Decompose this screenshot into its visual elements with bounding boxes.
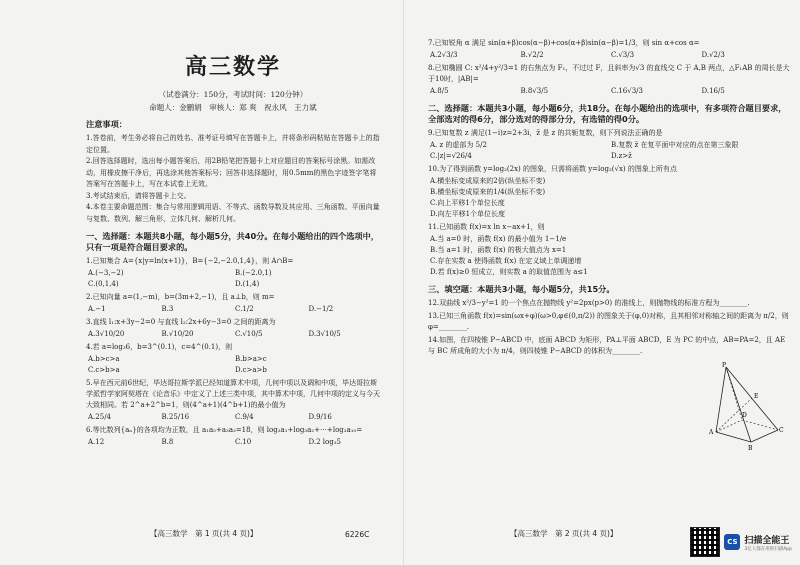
notice-item: 2.回答选择题时，选出每小题答案后，用2B铅笔把答题卡上对应题目的答案标号涂黑。如需改动，用橡皮擦干净后，再选涂其他答案标号；回答非选择题时，用0.5mm的黑色字迹签字笔将答案写在答题卡上，写在本试卷上无效。: [86, 157, 377, 188]
notice-list: [86, 133, 380, 225]
answer-options: [86, 412, 380, 423]
answer-options: [86, 268, 380, 290]
question-stem: 5.早在西元前6世纪，毕达哥拉斯学派已经知道算术中项，几何中项以及调和中项，毕达哥拉斯学派哲学家阿契塔在《论音乐》中定义了上述三类中项，其中算术中项，几何中项的定义与今天大致相同。若 2^a+2^b=1，则(4^a+1)(4^b+1)的最小值为: [86, 379, 380, 409]
answer-option: D.向左平移1个单位长度: [430, 210, 506, 218]
answer-option: A.b>c>a: [88, 355, 120, 363]
qr-code: [690, 527, 720, 557]
question-stem: 1.已知集合 A={x|y=ln(x+1)}，B={−2,−2.0,1,4}，则 A∩B=: [86, 257, 294, 265]
answer-option: A.25/4: [88, 413, 111, 421]
answer-option: B.复数 z̄ 在复平面中对应的点在第三象限: [611, 141, 739, 149]
answer-option: D.−1/2: [308, 305, 334, 313]
answer-option: D.16/5: [701, 87, 725, 95]
answer-option: A. z 的虚部为 5/2: [430, 141, 487, 149]
answer-option: C.向上平移1个单位长度: [430, 199, 505, 207]
scanner-watermark: [690, 527, 792, 557]
edge: [751, 430, 778, 442]
answer-options: [428, 234, 790, 278]
answer-option: B.√10/20: [161, 330, 194, 338]
answer-option: A.3√10/20: [88, 330, 125, 338]
answer-option: C.存在实数 a 使得函数 f(x) 在定义域上单调递增: [430, 257, 582, 265]
camscanner-logo-icon: CS: [724, 534, 740, 550]
exam-authors: 命题人：金鹏娟 审核人：郑 爽 祝永风 王力斌: [149, 103, 317, 112]
answer-option: C.|z|=√26/4: [430, 152, 472, 160]
answer-option: B.(−2.0,1): [235, 269, 272, 277]
answer-option: A.(−3,−2): [88, 269, 124, 277]
answer-option: D.√2/3: [701, 51, 725, 59]
answer-options: [86, 354, 380, 376]
answer-option: C.10: [235, 438, 252, 446]
answer-option: B.3: [161, 305, 174, 313]
question-stem: 4.若 a=log₃6，b=3^(0.1)，c=4^(0.1)，则: [86, 343, 233, 351]
answer-option: C.16√3/3: [611, 87, 643, 95]
section-title: 二、选择题：本题共3小题，每小题6分，共18分。在每小题给出的选项中，有多项符合题目要求，全部选对的得6分，部分选对的得部分分，有选错的得0分。: [428, 103, 787, 124]
answer-option: D.c>a>b: [235, 366, 267, 374]
edge: [742, 420, 778, 430]
question-stem: 2.已知向量 a=(1,−m)，b=(3m+2,−1)，且 a⊥b，则 m=: [86, 293, 275, 301]
scanner-name: 扫描全能王: [744, 535, 790, 546]
question-list: [86, 256, 380, 448]
edge: [726, 367, 778, 430]
answer-option: C.√3/3: [611, 51, 635, 59]
question-stem: 14.如图，在四棱锥 P−ABCD 中，底面 ABCD 为矩形，PA⊥平面 ABCD，E 为 PC 的中点，AB=PA=2，且 AE 与 BC 所成角的大小为 π/4，则四棱锥 P−ABCD 的体积为________.: [428, 336, 786, 355]
answer-option: B.横坐标变成原来的1/4(纵坐标不变): [430, 188, 546, 196]
answer-option: D.z>z̄: [611, 152, 632, 160]
page-footer: 【高三数学 第 2 页(共 4 页)】: [510, 529, 618, 538]
vertex-label: E: [754, 393, 759, 400]
answer-option: B.8: [161, 438, 174, 446]
answer-options: [86, 437, 380, 448]
question-stem: 10.为了得到函数 y=log₂(2x) 的图象，只需将函数 y=log₂(√x) 的图象上所有点: [428, 165, 677, 173]
answer-option: D.若 f(x)≥0 恒成立，则实数 a 的取值范围为 a≤1: [430, 268, 588, 276]
answer-option: C.(0,1,4): [88, 280, 119, 288]
answer-options: [86, 329, 380, 340]
answer-options: [86, 304, 380, 315]
section-1-title: 一、选择题：本题共8小题，每小题5分，共40分。在每小题给出的四个选项中，只有一项是符合题目要求的。: [86, 231, 379, 252]
question-stem: 7.已知锐角 α 满足 sin(α+β)cos(α−β)+cos(α+β)sin(α−β)=1/3，则 sin α+cos α=: [428, 39, 700, 47]
notice-item: 3.考试结束后，请将答题卡上交。: [86, 191, 191, 200]
question-stem: 3.直线 l₁:x+3y−2=0 与直线 l₂:2x+6y−3=0 之间的距离为: [86, 318, 276, 326]
paper-code: 6226C: [345, 530, 370, 539]
answer-option: B.当 a=1 时，函数 f(x) 的极大值点为 x=1: [430, 246, 567, 254]
scanner-tagline: 3亿人都在用的扫描App: [744, 546, 792, 552]
edge: [726, 367, 742, 420]
answer-option: B.8√3/5: [520, 87, 549, 95]
page-divider: [403, 0, 404, 565]
answer-option: B.25/16: [161, 413, 190, 421]
answer-option: C.√10/5: [235, 330, 263, 338]
answer-options: [428, 86, 790, 97]
answer-options: [428, 176, 790, 220]
answer-option: C.c>b>a: [88, 366, 120, 374]
answer-option: D.(1,4): [235, 280, 260, 288]
question-stem: 9.已知复数 z 满足(1−i)z=2+3i，z̄ 是 z 的共轭复数，则下列说法正确的是: [428, 129, 663, 137]
edge: [716, 367, 726, 432]
answer-option: A.8/5: [430, 87, 449, 95]
question-stem: 13.已知三角函数 f(x)=sin(ωx+φ)(ω>0,φ∈(0,π/2)) 的图象关于(φ,0)对称，且其相邻对称轴之间的距离为 π/2，则 φ=________.: [428, 312, 789, 331]
vertex-label: D: [742, 412, 747, 419]
section-title: 三、填空题：本题共3小题，每小题5分，共15分。: [428, 284, 615, 294]
page-footer: 【高三数学 第 1 页(共 4 页)】: [150, 529, 258, 538]
notice-item: 4.本卷主要命题范围：集合与常用逻辑用语、不等式、函数导数及其应用、三角函数、平面向量与复数、数列、解三角形、立体几何、解析几何。: [86, 203, 380, 223]
answer-option: C.1/2: [235, 305, 254, 313]
pyramid-figure: [706, 362, 786, 452]
question-stem: 8.已知椭圆 C: x²/4+y²/3=1 的右焦点为 F₁，不过过 F，且斜率为√3 的直线交 C 于 A,B 两点，△F₁AB 的周长是大于10时，|AB|=: [428, 64, 790, 83]
vertex-label: A: [709, 429, 714, 436]
answer-option: B.b>a>c: [235, 355, 267, 363]
question-list: [428, 38, 790, 357]
notice-title: 注意事项：: [86, 119, 127, 129]
vertex-label: P: [722, 362, 727, 369]
question-stem: 11.已知函数 f(x)=x ln x−ax+1，则: [428, 223, 545, 231]
answer-option: D.9/16: [308, 413, 332, 421]
exam-info: （试卷满分：150分，考试时间：120分钟）: [158, 90, 308, 99]
page-2: [414, 0, 800, 565]
edge: [716, 420, 742, 432]
edge: [726, 367, 751, 442]
answer-option: C.9/4: [235, 413, 254, 421]
answer-option: A.2√3/3: [430, 51, 458, 59]
question-stem: 12.双曲线 x²/3−y²=1 的一个焦点在抛物线 y²=2px(p>0) 的准线上，则抛物线的标准方程为________.: [428, 299, 750, 307]
exam-title: 高三数学: [184, 55, 281, 80]
vertex-label: B: [748, 445, 753, 452]
answer-option: A.当 a=0 时，函数 f(x) 的最小值为 1−1/e: [430, 235, 567, 243]
answer-option: B.√2/2: [520, 51, 544, 59]
notice-item: 1.答卷前，考生务必将自己的姓名、准考证号填写在答题卡上，并将条形码粘贴在答题卡上的指定位置。: [86, 134, 380, 154]
answer-option: D.2 log₃5: [308, 438, 341, 446]
scanner-text-block: [744, 533, 792, 552]
answer-options: [428, 50, 790, 61]
edge: [716, 432, 751, 442]
vertex-label: C: [779, 427, 784, 434]
question-stem: 6.等比数列{aₙ}的各项均为正数，且 a₁a₅+a₃a₃=18，则 log₃a₁+log₃a₂+⋯+log₃a₁₀=: [86, 426, 363, 434]
answer-option: A.−1: [88, 305, 106, 313]
answer-option: A.横坐标变成原来的2倍(纵坐标不变): [430, 177, 546, 185]
answer-option: A.12: [88, 438, 105, 446]
answer-option: D.3√10/5: [308, 330, 341, 338]
answer-options: [428, 140, 790, 162]
